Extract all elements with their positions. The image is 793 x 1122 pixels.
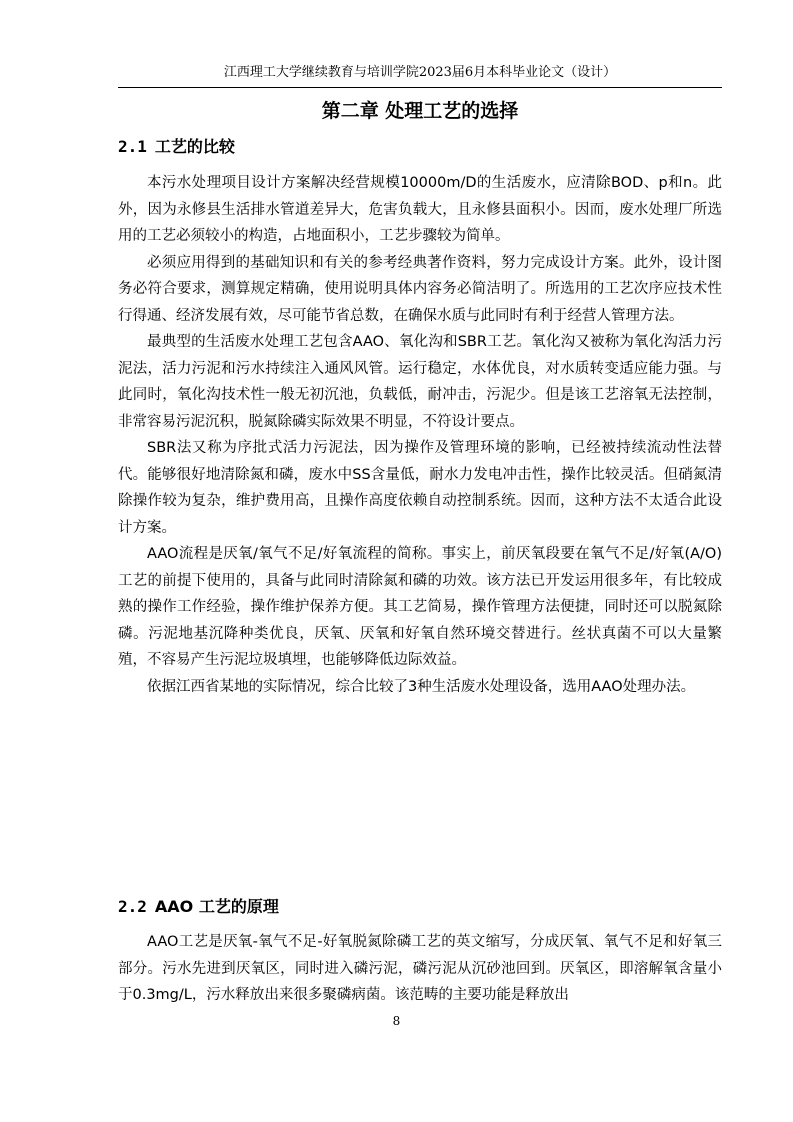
chapter-title: 第二章 处理工艺的选择 xyxy=(321,100,519,122)
paragraph: AAO工艺是厌氧-氧气不足-好氧脱氮除磷工艺的英文缩写，分成厌氧、氧气不足和好氧三部分。污水先进到厌氧区，同时进入磷污泥，磷污泥从沉砂池回到。厌氧区，即溶解氧含量小于0.3mg/L，污水释放出来很多聚磷病菌。该范畴的主要功能是释放出 xyxy=(118,934,722,1003)
page-number: 8 xyxy=(392,1014,401,1028)
paragraph: 必须应用得到的基础知识和有关的参考经典著作资料，努力完成设计方案。此外，设计图务必符合要求，测算规定精确，使用说明具体内容务必简洁明了。所选用的工艺次序应技术性行得通、经济发展有效，尽可能节省总数，在确保水质与此同时有利于经营人管理方法。 xyxy=(118,254,722,324)
paragraph: 本污水处理项目设计方案解决经营规模10000m/D的生活废水，应清除BOD、p和n。此外，因为永修县生活排水管道差异大，危害负载大，且永修县面积小。因而，废水处理厂所选用的工艺必须较小的构造，占地面积小，工艺步骤较为简单。 xyxy=(118,175,722,244)
section-number: 2.1 xyxy=(118,137,147,156)
paragraph: AAO流程是厌氧/氧气不足/好氧流程的简称。事实上，前厌氧段要在氧气不足/好氧(A/O)工艺的前提下使用的，具备与此同时清除氮和磷的功效。该方法已开发运用很多年，有比较成熟的操作工作经验，操作维护保养方便。其工艺简易，操作管理方法便捷，同时还可以脱氮除磷。污泥地基沉降种类优良，厌氧、厌氧和好氧自然环境交替进行。丝状真菌不可以大量繁殖，不容易产生污泥垃圾填埋，也能够降低边际效益。 xyxy=(118,546,722,668)
section-body-2-1 xyxy=(118,170,722,700)
running-header: 江西理工大学继续教育与培训学院2023届6月本科毕业论文（设计） xyxy=(223,65,617,80)
section-heading-2-1 xyxy=(118,136,235,158)
section-title: 工艺的比较 xyxy=(154,137,235,156)
paragraph: 最典型的生活废水处理工艺包含AAO、氧化沟和SBR工艺。氧化沟又被称为氧化沟活力污泥法，活力污泥和污水持续注入通风风管。运行稳定，水体优良，对水质转变适应能力强。与此同时，氧化沟技术性一般无初沉池，负载低，耐冲击，污泥少。但是该工艺溶氧无法控制，非常容易污泥沉积，脱氮除磷实际效果不明显，不符设计要点。 xyxy=(118,334,722,430)
section-title: AAO 工艺的原理 xyxy=(154,897,279,916)
section-number: 2.2 xyxy=(118,897,147,916)
paragraph: SBR法又称为序批式活力污泥法，因为操作及管理环境的影响，已经被持续流动性法替代。能够很好地清除氮和磷，废水中SS含量低，耐水力发电冲击性，操作比较灵活。但硝氮清除操作较为复杂，维护费用高，且操作高度依赖自动控制系统。因而，这种方法不太适合此设计方案。 xyxy=(118,440,722,536)
header-rule xyxy=(118,87,722,88)
section-heading-2-2 xyxy=(118,896,279,918)
section-body-2-2 xyxy=(118,929,722,1009)
paragraph: 依据江西省某地的实际情况，综合比较了3种生活废水处理设备，选用AAO处理办法。 xyxy=(147,678,696,695)
